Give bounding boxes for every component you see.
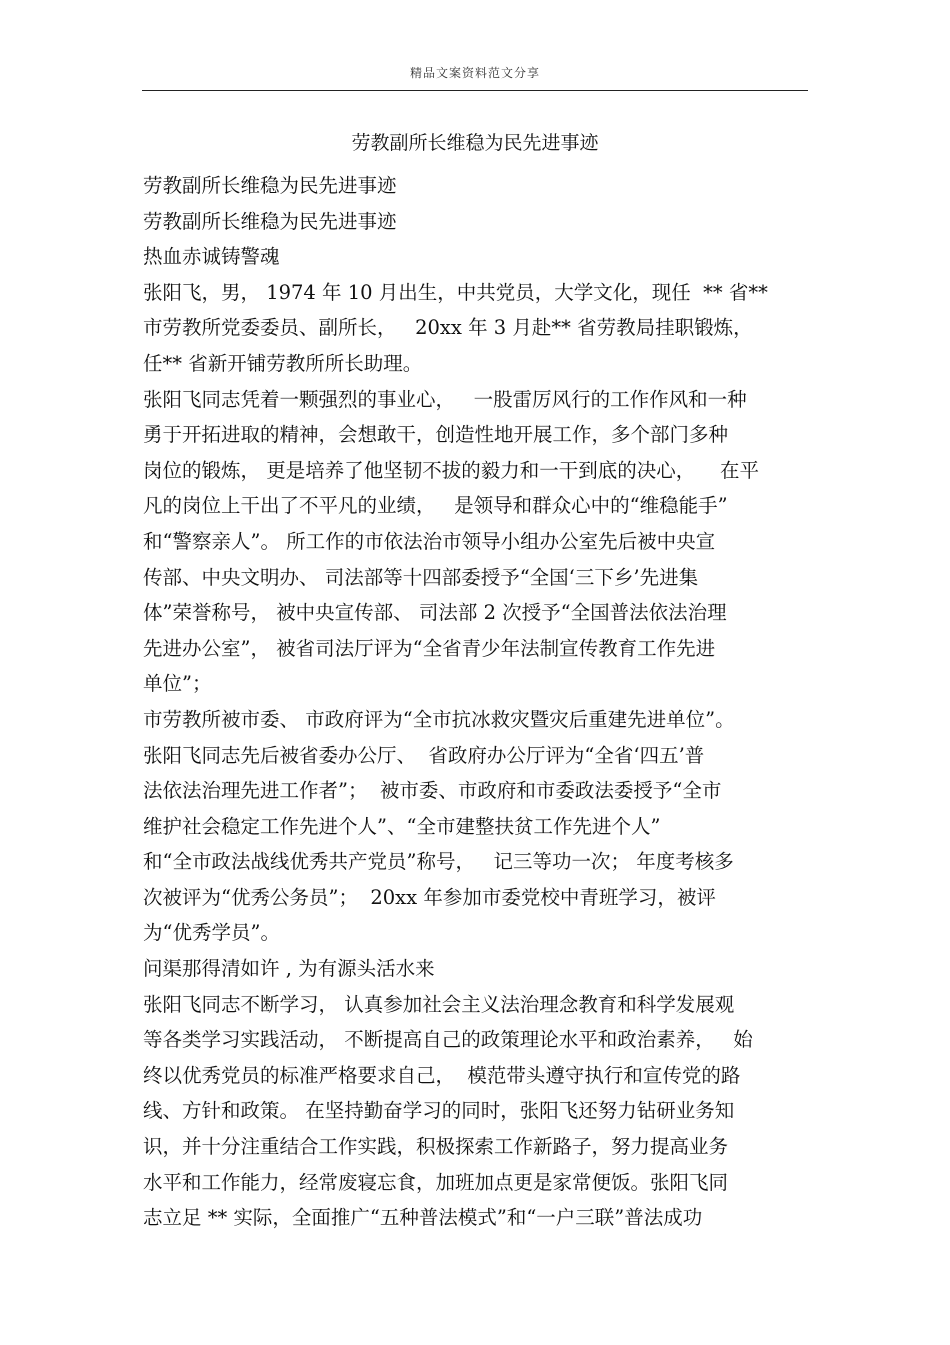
body-line: 终以优秀党员的标准严格要求自己， 模范带头遵守执行和宣传党的路 [143,1063,741,1087]
body-line: 线、方针和政策。 在坚持勤奋学习的同时，张阳飞还努力钻研业务知 [143,1099,735,1123]
body-line: 张阳飞同志先后被省委办公厅、 省政府办公厅评为“全省‘四五’普 [143,743,705,767]
body-line: 岗位的锻炼， 更是培养了他坚韧不拔的毅力和一干到底的决心， 在平 [143,458,759,482]
body-line: 市劳教所党委委员、副所长， 20xx 年 3 月赴** 省劳教局挂职锻炼， [143,316,753,340]
body-line: 志立足 ** 实际，全面推广“五种普法模式”和“一户三联”普法成功 [143,1206,703,1230]
body-line: 张阳飞同志凭着一颗强烈的事业心， 一股雷厉风行的工作作风和一种 [143,387,747,411]
header-divider [142,90,808,91]
body-line: 凡的岗位上干出了不平凡的业绩， 是领导和群众心中的“维稳能手” [143,494,728,518]
document-body [143,168,823,1236]
body-line: 劳教副所长维稳为民先进事迹 [143,174,397,197]
body-line: 传部、中央文明办、 司法部等十四部委授予“全国‘三下乡’先进集 [143,565,699,589]
body-line: 为“优秀学员”。 [143,921,280,945]
body-line: 水平和工作能力，经常废寝忘食，加班加点更是家常便饭。张阳飞同 [143,1170,729,1194]
body-line: 等各类学习实践活动， 不断提高自己的政策理论水平和政治素养， 始 [143,1028,753,1052]
document-title: 劳教副所长维稳为民先进事迹 [351,132,599,154]
body-line: 勇于开拓进取的精神，会想敢干，创造性地开展工作，多个部门多种 [143,423,729,447]
body-line: 张阳飞，男， 1974 年 10 月出生，中共党员，大学文化，现任 ** 省** [143,280,768,304]
body-line: 和“全市政法战线优秀共产党员”称号， 记三等功一次； 年度考核多 [143,850,734,874]
body-line: 市劳教所被市委、 市政府评为“全市抗冰救灾暨灾后重建先进单位”。 [143,707,735,731]
body-line: 张阳飞同志不断学习， 认真参加社会主义法治理念教育和科学发展观 [143,992,735,1016]
body-line: 次被评为“优秀公务员”； 20xx 年参加市委党校中青班学习，被评 [143,885,716,909]
body-line: 先进办公室”， 被省司法厅评为“全省青少年法制宣传教育工作先进 [143,636,716,660]
body-line: 任** 省新开铺劳教所所长助理。 [143,351,423,375]
body-line: 热血赤诚铸警魂 [143,245,280,269]
body-line: 和“警察亲人”。 所工作的市依法治市领导小组办公室先后被中央宣 [143,529,716,553]
body-line: 单位”； [143,672,212,696]
body-line: 体”荣誉称号， 被中央宣传部、 司法部 2 次授予“全国普法依法治理 [143,601,727,625]
body-line: 识，并十分注重结合工作实践，积极探索工作新路子，努力提高业务 [143,1135,729,1159]
page-header: 精品文案资料范文分享 [409,66,540,80]
body-line: 劳教副所长维稳为民先进事迹 [143,209,397,233]
body-line: 问渠那得清如许 , 为有源头活水来 [143,957,435,981]
body-line: 法依法治理先进工作者”； 被市委、市政府和市委政法委授予“全市 [143,779,722,803]
body-line: 维护社会稳定工作先进个人”、“全市建整扶贫工作先进个人” [143,814,661,838]
